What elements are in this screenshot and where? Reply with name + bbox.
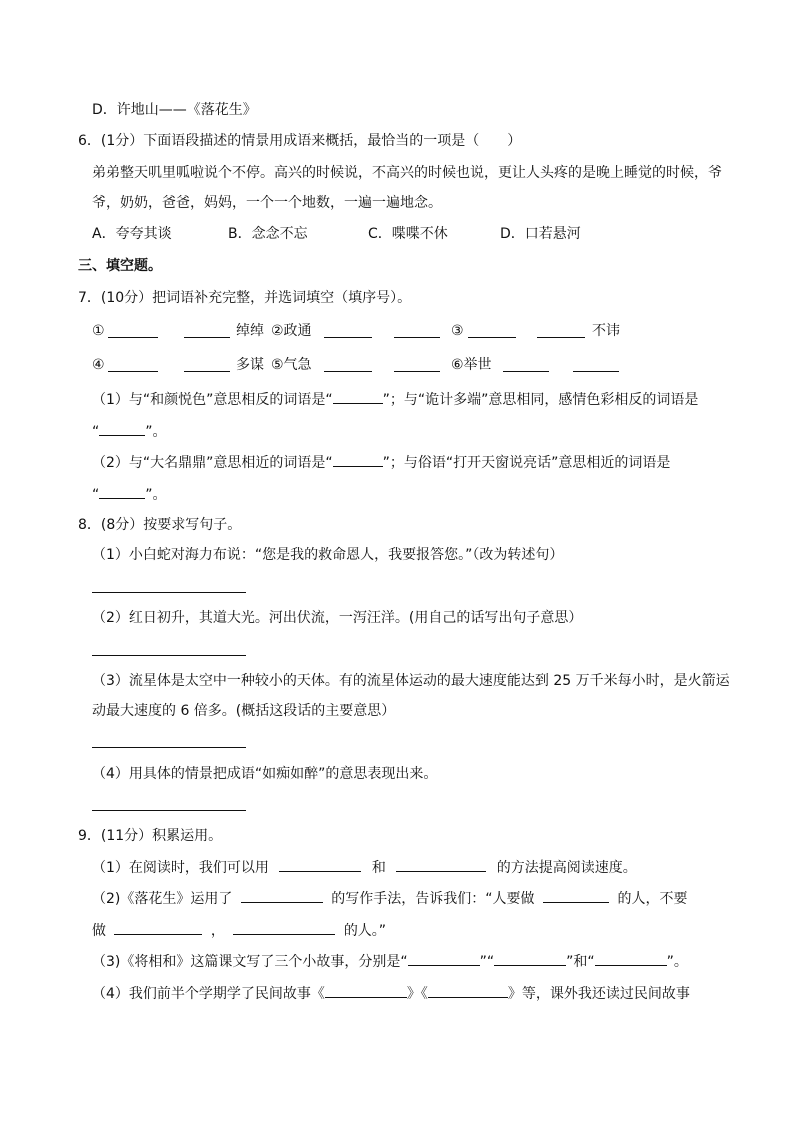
q7-item4-blank-b[interactable]: [184, 371, 230, 372]
q7-sub2-line2: [92, 484, 167, 505]
q7-sub2-text-d: ”。: [145, 487, 167, 503]
q9-sub4-blank1[interactable]: [325, 983, 407, 998]
q9-sub2-line1: [92, 888, 687, 909]
section-title: 三、填空题。: [78, 258, 162, 274]
q7-item4-word: 多谋: [236, 357, 264, 373]
q9-sub3-blank3[interactable]: [595, 951, 667, 966]
q9-stem: 9．(11分）积累运用。: [78, 828, 223, 844]
q9-sub1-blank1[interactable]: [279, 857, 361, 872]
q9-sub3-text-d: ”。: [666, 954, 688, 970]
q5-option-d: D．许地山——《落花生》: [92, 102, 257, 118]
q7-sub2-text-a: （2）与“大名鼎鼎”意思相近的词语是“: [92, 455, 333, 471]
q6-passage-line2: 爷，奶奶，爸爸，妈妈，一个一个地数，一遍一遍地念。: [92, 195, 442, 211]
q9-sub3-text-b: ”“: [479, 954, 495, 970]
q6-option-a: A．夸夸其谈: [92, 226, 172, 242]
q7-sub1-text-b: ”；与“诡计多端”意思相同，感情色彩相反的词语是: [382, 392, 699, 408]
q9-sub2-blank2[interactable]: [543, 888, 609, 903]
q9-sub4-text-a: （4）我们前半个学期学了民间故事《: [92, 986, 325, 1002]
q9-sub1: [92, 857, 637, 878]
q7-item3-blank-b[interactable]: [537, 337, 585, 338]
q8-sub3-line2: 动最大速度的 6 倍多。(概括这段话的主要意思）: [92, 703, 396, 719]
q9-sub3-blank2[interactable]: [494, 951, 566, 966]
q9-sub4-blank2[interactable]: [428, 983, 508, 998]
q7-sub1-text-c: “: [92, 424, 100, 440]
q6-option-b: B．念念不忘: [228, 226, 308, 242]
q9-sub2-text-d: 做: [92, 923, 106, 939]
q6-option-c: C．喋喋不休: [368, 226, 448, 242]
q7-item4-number: ④: [92, 357, 105, 373]
q9-sub3-text-c: ”和“: [566, 954, 595, 970]
q7-item3-number: ③: [451, 323, 464, 339]
q9-sub2-text-c: 的人，不要: [617, 891, 688, 907]
q8-sub4: （4）用具体的情景把成语“如痴如醉”的意思表现出来。: [92, 766, 438, 782]
q7-item3-word: 不讳: [592, 323, 620, 339]
q7-item2-blank-b[interactable]: [394, 337, 440, 338]
q7-item5-word: ⑤气急: [271, 357, 312, 373]
q7-item1-blank-a[interactable]: [108, 337, 158, 338]
q7-sub2-text-b: ”；与俗语“打开天窗说亮话”意思相近的词语是: [382, 455, 671, 471]
q8-sub3-answer-line[interactable]: [92, 747, 246, 748]
q7-sub2-blank1[interactable]: [333, 452, 383, 467]
q7-item2-word: ②政通: [271, 323, 312, 339]
q7-sub1-text-a: （1）与“和颜悦色”意思相反的词语是“: [92, 392, 333, 408]
q9-sub1-text-a: （1）在阅读时，我们可以用: [92, 860, 269, 876]
q9-sub2-blank1[interactable]: [241, 888, 323, 903]
q8-sub3-line1: （3）流星体是太空中一种较小的天体。有的流星体运动的最大速度能达到 25 万千米每小时，是火箭运: [92, 673, 730, 689]
q7-item6-blank-b[interactable]: [573, 371, 619, 372]
q9-sub2-text-e: ，: [210, 923, 225, 939]
q7-item6-word: ⑥举世: [451, 357, 492, 373]
q7-sub1-text-d: ”。: [145, 424, 167, 440]
q6-option-d: D．口若悬河: [500, 226, 581, 242]
q9-sub3-text-a: （3)《将相和》这篇课文写了三个小故事，分别是“: [92, 954, 408, 970]
q7-item6-blank-a[interactable]: [503, 371, 549, 372]
q7-sub1-blank2[interactable]: [99, 421, 145, 436]
q7-item5-blank-b[interactable]: [394, 371, 440, 372]
q7-sub2-line1: [92, 452, 670, 473]
q7-item1-blank-b[interactable]: [184, 337, 230, 338]
q9-sub4-text-c: 》等，课外我还读过民间故事: [507, 986, 690, 1002]
q7-item3-blank-a[interactable]: [468, 337, 516, 338]
q6-passage-line1: 弟弟整天叽里呱啦说个不停。高兴的时候说，不高兴的时候也说，更让人头疼的是晚上睡觉的时候，爷: [92, 165, 722, 181]
q9-sub2-blank4[interactable]: [233, 920, 335, 935]
q9-sub3-blank1[interactable]: [408, 951, 480, 966]
q9-sub2-line2: [92, 920, 386, 941]
q7-sub2-text-c: “: [92, 487, 100, 503]
q7-item5-blank-a[interactable]: [324, 371, 372, 372]
q8-sub4-answer-line[interactable]: [92, 810, 246, 811]
q7-item4-blank-a[interactable]: [108, 371, 158, 372]
q9-sub1-blank2[interactable]: [396, 857, 486, 872]
q9-sub4: [92, 983, 690, 1004]
q9-sub1-text-c: 的方法提高阅读速度。: [496, 860, 637, 876]
q6-stem: 6．(1分）下面语段描述的情景用成语来概括，最恰当的一项是（ ）: [78, 133, 522, 149]
q7-sub1-line2: [92, 421, 167, 442]
q8-sub1-answer-line[interactable]: [92, 592, 246, 593]
q7-item1-word: 绰绰: [236, 323, 264, 339]
q9-sub1-text-b: 和: [371, 860, 386, 876]
q9-sub3: [92, 951, 688, 972]
q8-sub2: （2）红日初升，其道大光。河出伏流，一泻汪洋。(用自己的话写出句子意思）: [92, 610, 583, 626]
q7-sub1-blank1[interactable]: [333, 389, 383, 404]
q8-sub1: （1）小白蛇对海力布说：“您是我的救命恩人，我要报答您。”（改为转述句）: [92, 547, 564, 563]
q7-item1-number: ①: [92, 323, 105, 339]
q7-item2-blank-a[interactable]: [324, 337, 372, 338]
q8-sub2-answer-line[interactable]: [92, 655, 246, 656]
q7-sub2-blank2[interactable]: [99, 484, 145, 499]
q7-stem: 7．(10分）把词语补充完整，并选词填空（填序号）。: [78, 290, 412, 306]
q7-sub1-line1: [92, 389, 698, 410]
q9-sub4-text-b: 》《: [406, 986, 428, 1002]
q9-sub2-blank3[interactable]: [114, 920, 202, 935]
q9-sub2-text-a: （2)《落花生》运用了: [92, 891, 233, 907]
q8-stem: 8．(8分）按要求写句子。: [78, 517, 242, 533]
q9-sub2-text-f: 的人。”: [343, 923, 387, 939]
q9-sub2-text-b: 的写作手法，告诉我们：“人要做: [331, 891, 535, 907]
